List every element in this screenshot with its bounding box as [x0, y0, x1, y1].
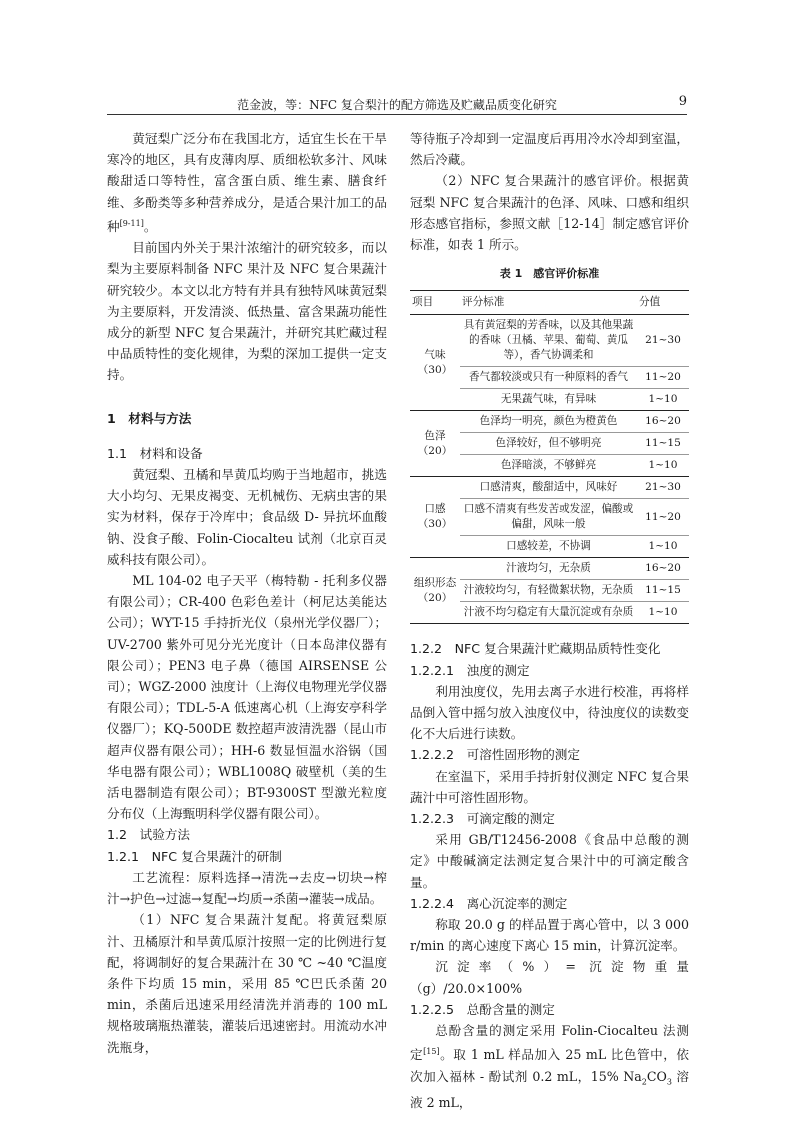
equipment-paragraph: ML 104-02 电子天平（梅特勒 - 托利多仪器有限公司）；CR-400 色彩色差计（柯尼达美能达公司）；WYT-15 手持折光仪（泉州光学仪器厂）；UV-2700 紫外可见分光光度计（日本岛津仪器有限公司）；PEN3 电子鼻（德国 AIRSENSE 公司）；WGZ-2000 浊度计（上海仪电物理光学仪器有限公司）；TDL-5-A 低速离心机（上海安亭科学仪器厂）；KQ-500DE 数控超声波清洗器（昆山市超声仪器有限公司）；HH-6 数显恒温水浴锅（国华电器有限公司）；WBL1008Q 破壁机（美的生活电器制造有限公司）；BT-9300ST 型激光粒度分布仪（上海甄明科学仪器有限公司）。 [107, 573, 387, 822]
left-column [107, 128, 387, 1058]
section-heading-1-2-2-3: 1.2.2.3 可滴定酸的测定 [410, 811, 555, 827]
section-heading-1-2-2-2: 1.2.2.2 可溶性固形物的测定 [410, 747, 580, 763]
cooling-paragraph: 等待瓶子冷却到一定温度后再用冷水冷却到室温，然后冷藏。 [410, 131, 689, 168]
table-cell-criterion: 口感较差，不协调 [460, 536, 637, 558]
table-cell-item: 口感（30） [410, 477, 460, 558]
table-cell-criterion: 汁液较均匀，有轻微絮状物，无杂质 [460, 580, 637, 602]
process-paragraph: 工艺流程：原料选择→清洗→去皮→切块→榨汁→护色→过滤→复配→均质→杀菌→灌装→成品。 [107, 869, 387, 907]
page-number: 9 [678, 94, 687, 109]
section-heading-1-1: 1.1 材料和设备 [107, 445, 203, 461]
section-heading-1-2-1: 1.2.1 NFC 复合果蔬汁的研制 [107, 848, 282, 864]
blending-paragraph: （1）NFC 复合果蔬汁复配。将黄冠梨原汁、丑橘原汁和旱黄瓜原汁按照一定的比例进行复配，将调制好的复合果蔬汁在 30 ℃ ~40 ℃温度条件下均质 15 min，采用 85 ℃巴氏杀菌 20 min，杀菌后迅速采用经清洗并消毒的 100 mL 规格玻璃瓶热灌装，灌装后迅速密封。用流动水冲洗瓶身， [107, 912, 387, 1055]
section-heading-1-2-2: 1.2.2 NFC 复合果蔬汁贮藏期品质特性变化 [410, 641, 661, 657]
table-cell-item: 色泽（20） [410, 411, 460, 477]
intro-paragraph-1: 黄冠梨广泛分布在我国北方，适宜生长在干旱寒冷的地区，具有皮薄肉厚、质细松软多汁、风味酸甜适口等特性，富含蛋白质、维生素、膳食纤维、多酚类等多种营养成分，是适合果汁加工的品种[9-11]。 [107, 131, 387, 234]
citation: [15] [423, 1047, 440, 1057]
table-cell-criterion: 具有黄冠梨的芳香味，以及其他果蔬的香味（丑橘、苹果、葡萄、黄瓜等），香气协调柔和 [463, 319, 634, 362]
table-cell-score: 11~20 [637, 499, 689, 536]
table-cell-score: 1~10 [637, 389, 689, 411]
table-cell-criterion: 汁液不均匀稳定有大量沉淀或有杂质 [460, 602, 637, 624]
table-cell-score: 11~15 [637, 580, 689, 602]
table-cell-criterion: 汁液均匀，无杂质 [460, 558, 637, 580]
table-row [410, 477, 689, 499]
table-cell-criterion: 色泽较好，但不够明亮 [460, 433, 637, 455]
materials-paragraph: 黄冠梨、丑橘和旱黄瓜均购于当地超市，挑选大小均匀、无果皮褐变、无机械伤、无病虫害的果实为材料，保存于冷库中；食品级 D- 异抗坏血酸钠、没食子酸、Folin-Ciocalteu 试剂（北京百灵威科技有限公司）。 [107, 467, 387, 567]
section-heading-1: 1 材料与方法 [107, 410, 192, 426]
section-heading-1-2-2-5: 1.2.2.5 总酚含量的测定 [410, 1001, 555, 1017]
acidity-paragraph: 采用 GB/T12456-2008《食品中总酸的测定》中酸碱滴定法测定复合果汁中的可滴定酸含量。 [410, 832, 689, 890]
table-cell-criterion: 色泽暗淡，不够鲜亮 [460, 455, 637, 477]
table-cell-criterion: 口感清爽，酸甜适中，风味好 [460, 477, 637, 499]
citation: [9-11] [119, 218, 144, 228]
intro-paragraph-2: 目前国内外关于果汁浓缩汁的研究较多，而以梨为主要原料制备 NFC 果汁及 NFC 复合果蔬汁研究较少。本文以北方特有并具有独特风味黄冠梨为主要原料，开发清淡、低热量、富含果蔬功能性成分的新型 NFC 复合果蔬汁，并研究其贮藏过程中品质特性的变化规律，为梨的深加工提供一定支持。 [107, 240, 387, 383]
table-cell-item: 气味（30） [417, 348, 453, 376]
table-row [410, 558, 689, 580]
table-cell-score: 21~30 [637, 477, 689, 499]
sensory-paragraph: （2）NFC 复合果蔬汁的感官评价。根据黄冠梨 NFC 复合果蔬汁的色泽、风味、口感和组织形态感官指标，参照文献［12-14］制定感官评价标准，如表 1 所示。 [410, 173, 689, 253]
table-cell-score: 16~20 [637, 411, 689, 433]
table-header-score: 分值 [637, 291, 689, 315]
turbidity-paragraph: 利用浊度仪，先用去离子水进行校准，再将样品倒入管中摇匀放入浊度仪中，待浊度仪的读数变化不大后进行读数。 [410, 683, 689, 742]
table-cell-score: 11~15 [637, 433, 689, 455]
table-header-criterion: 评分标准 [460, 291, 637, 315]
table-cell-score: 21~30 [645, 334, 681, 347]
table-row [410, 315, 689, 367]
solids-paragraph: 在室温下，采用手持折射仪测定 NFC 复合果蔬汁中可溶性固形物。 [410, 768, 689, 805]
sediment-paragraph: 称取 20.0 g 的样品置于离心管中，以 3 000 r/min 的离心速度下离心 15 min，计算沉淀率。 [410, 917, 689, 954]
sensory-table [410, 290, 689, 624]
table-cell-item: 组织形态（20） [410, 558, 460, 624]
table-cell-score: 11~20 [637, 367, 689, 389]
section-heading-1-2-2-1: 1.2.2.1 浊度的测定 [410, 662, 530, 678]
table-cell-score: 16~20 [637, 558, 689, 580]
table-cell-score: 1~10 [637, 602, 689, 624]
table-header-item: 项目 [410, 291, 460, 315]
running-header [107, 94, 687, 115]
right-column [410, 128, 689, 1114]
table-body [410, 315, 689, 624]
table-row [410, 411, 689, 433]
phenol-paragraph: 总酚含量的测定采用 Folin-Ciocalteu 法测定[15]。取 1 mL 样品加入 25 mL 比色管中，依次加入福林 - 酚试剂 0.2 mL，15% $Na_2CO_3$ 溶液 2 mL， [410, 1023, 690, 1111]
table-cell-criterion: 香气都较淡或只有一种原料的香气 [460, 367, 637, 389]
sediment-formula: 沉淀率（%）= 沉淀物重量（g）/20.0×100% [410, 959, 689, 996]
table-cell-score: 1~10 [637, 536, 689, 558]
running-title: 范金波，等：NFC 复合梨汁的配方筛选及贮藏品质变化研究 [237, 98, 557, 112]
table-cell-criterion: 色泽均一明亮，颜色为橙黄色 [460, 411, 637, 433]
table-cell-score: 1~10 [637, 455, 689, 477]
table-caption: 表 1 感官评价标准 [499, 267, 600, 281]
section-heading-1-2-2-4: 1.2.2.4 离心沉淀率的测定 [410, 895, 568, 911]
section-heading-1-2: 1.2 试验方法 [107, 827, 190, 843]
table-cell-criterion: 无果蔬气味，有异味 [460, 389, 637, 411]
table-cell-criterion: 口感不清爽有些发苦或发涩，偏酸或偏甜，风味一般 [460, 499, 637, 536]
